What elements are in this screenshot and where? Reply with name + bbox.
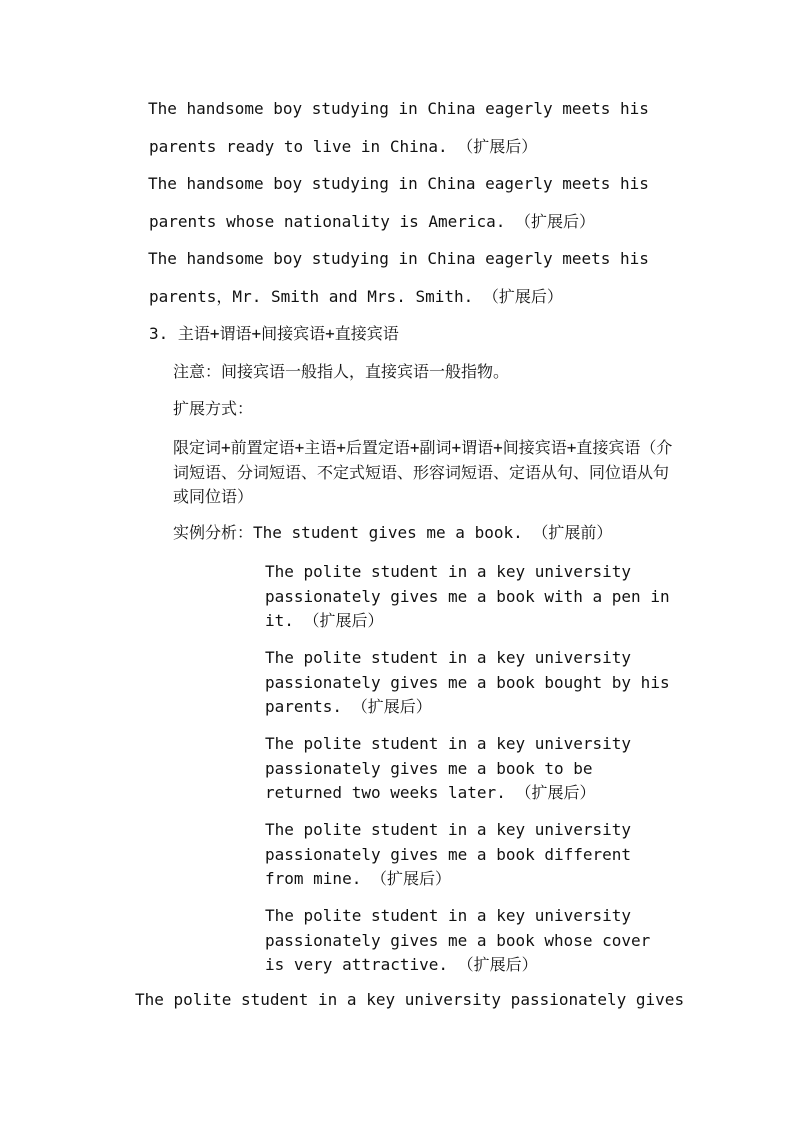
example-item: The polite student in a key university passionately gives me a book with a pen in it. （扩展后） [265, 562, 670, 630]
example-before: The student gives me a book. （扩展前） [253, 523, 613, 542]
method-text: 限定词+前置定语+主语+后置定语+副词+谓语+间接宾语+直接宾语（介词短语、分词短语、不定式短语、形容词短语、定语从句、同位语从句或同位语） [173, 438, 673, 506]
paragraph-line-2: parents ready to live in China. （扩展后） [149, 137, 538, 156]
paragraph-line-1: The handsome boy studying in China eagerly meets his [148, 99, 649, 118]
paragraph-line-3: The handsome boy studying in China eagerly meets his [148, 174, 649, 193]
note-text: 注意：间接宾语一般指人，直接宾语一般指物。 [173, 362, 510, 381]
paragraph-line-4: parents whose nationality is America. （扩展后） [149, 212, 596, 231]
footer-line: The polite student in a key university passionately gives [135, 990, 685, 1009]
example-analysis-line [173, 523, 612, 543]
example-item: The polite student in a key university passionately gives me a book whose cover is very attractive. （扩展后） [265, 906, 651, 974]
example-item: The polite student in a key university passionately gives me a book bought by his parents. （扩展后） [265, 648, 670, 716]
example-item: The polite student in a key university passionately gives me a book different from mine. （扩展后） [265, 820, 632, 888]
example-item: The polite student in a key university passionately gives me a book to be returned two weeks later. （扩展后） [265, 734, 632, 802]
example-label: 实例分析： [173, 523, 254, 542]
paragraph-line-6: parents，Mr. Smith and Mrs. Smith. （扩展后） [149, 287, 563, 306]
section-heading: 3. 主语+谓语+间接宾语+直接宾语 [149, 324, 399, 343]
paragraph-line-5: The handsome boy studying in China eagerly meets his [148, 249, 649, 268]
method-label: 扩展方式： [173, 399, 254, 418]
